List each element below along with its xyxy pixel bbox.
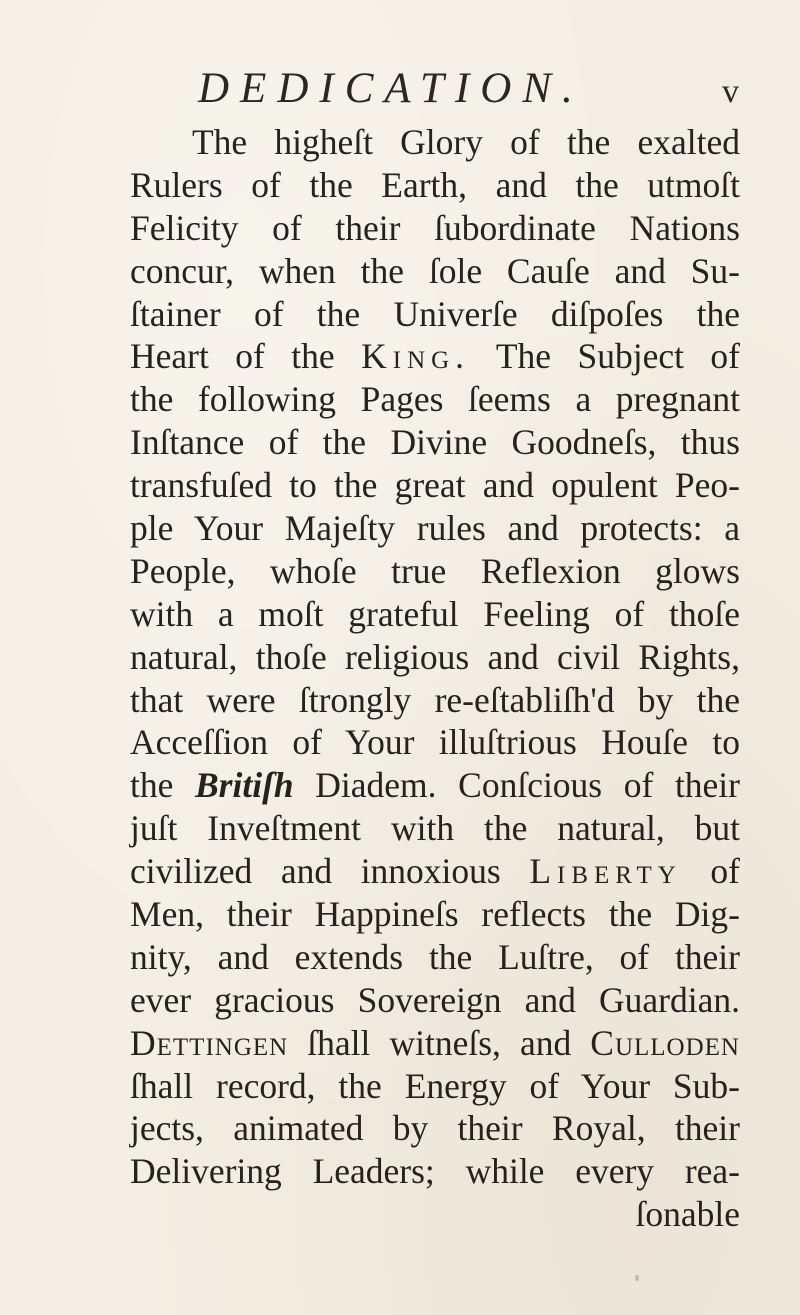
text-run: Heart of the xyxy=(130,336,362,377)
page-number: v xyxy=(722,73,739,110)
small-caps-word: Culloden xyxy=(590,1022,740,1063)
text-line xyxy=(130,850,740,893)
text-line: The higheſt Glory of the exalted xyxy=(192,122,740,162)
text-line: ſtainer of the Univerſe diſpoſes the xyxy=(130,293,740,334)
text-line: concur, when the ſole Cauſe and Su- xyxy=(130,250,740,291)
text-line: jects, animated by their Royal, their xyxy=(130,1108,740,1149)
text-line xyxy=(130,1022,740,1065)
dedication-text xyxy=(130,121,740,1236)
running-head xyxy=(0,64,800,114)
text-line: Inſtance of the Divine Goodneſs, thus xyxy=(130,422,740,463)
text-line: natural, thoſe religious and civil Rights, xyxy=(130,636,740,677)
text-run: of xyxy=(681,851,740,892)
text-line: juſt Inveſtment with the natural, but xyxy=(130,808,740,849)
text-line: Felicity of their ſubordinate Nations xyxy=(130,207,740,248)
text-run: Diadem. Conſcious of their xyxy=(293,765,740,806)
text-line: Acceſſion of Your illuſtrious Houſe to xyxy=(130,722,740,763)
text-line: Men, their Happineſs reflects the Dig- xyxy=(130,894,740,935)
text-run: civilized and innoxious xyxy=(130,851,530,892)
text-run: the xyxy=(130,765,195,806)
paper-speck xyxy=(635,1275,639,1281)
running-head-title: DEDICATION. xyxy=(198,65,584,112)
text-line: ſhall record, the Energy of Your Sub- xyxy=(130,1065,740,1106)
text-line: Rulers of the Earth, and the utmoſt xyxy=(130,164,740,205)
small-caps-word: Liberty xyxy=(529,851,682,892)
text-line: the following Pages ſeems a pregnant xyxy=(130,379,740,420)
text-line: transfuſed to the great and opulent Peo- xyxy=(130,465,740,506)
small-caps-word: King. xyxy=(361,336,471,377)
italic-word: Britiſh xyxy=(195,765,294,806)
text-line: Delivering Leaders; while every rea- xyxy=(130,1151,740,1192)
text-line: People, whoſe true Reflexion glows xyxy=(130,550,740,591)
text-line: nity, and extends the Luſtre, of their xyxy=(130,936,740,977)
text-line xyxy=(130,335,740,378)
text-line: with a moſt grateful Feeling of thoſe xyxy=(130,593,740,634)
small-caps-word: Dettingen xyxy=(130,1022,289,1063)
text-line: ever gracious Sovereign and Guardian. xyxy=(130,979,740,1020)
text-run: The Subject of xyxy=(470,336,740,377)
text-line xyxy=(130,764,740,807)
catchword: ſonable xyxy=(635,1194,740,1235)
text-run: ſhall witneſs, and xyxy=(288,1022,591,1063)
text-line: that were ſtrongly re-eſtabliſh'd by the xyxy=(130,679,740,720)
text-line: ple Your Majeſty rules and protects: a xyxy=(130,508,740,549)
